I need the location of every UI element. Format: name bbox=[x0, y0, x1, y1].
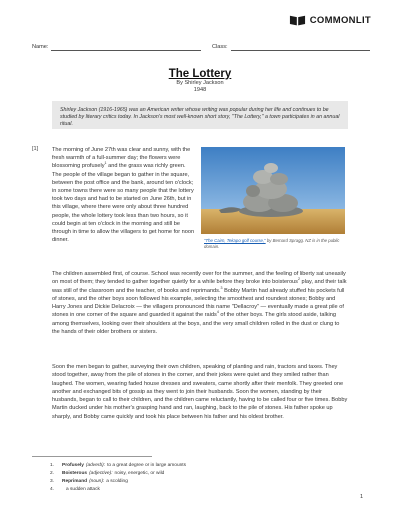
caption-credit: by Bernard Spragg. NZ is in the public domain. bbox=[204, 238, 340, 249]
footnote-definition: to a great degree or in large amounts bbox=[107, 463, 187, 468]
footnote-type: (adverb): bbox=[85, 463, 106, 468]
footnote-type: (noun): bbox=[89, 479, 105, 484]
paragraph-1 bbox=[52, 146, 195, 244]
footnote-definition: a sudden attack bbox=[66, 487, 100, 492]
paragraph-2-part3: Bobby Martin had already stuffed his pockets full of stones, and the other boys soon followed his example, selecting the smoothest and roundest stones; Bobby and Harry Jones and Dickie Delacroix — the villagers pronounced this name "Dellacroy" — eventually made a great pile of stones in one corner of the square and guarded it against the raids bbox=[52, 287, 345, 319]
class-line bbox=[231, 50, 370, 51]
footnote-word: Boisterous bbox=[62, 471, 88, 476]
publication-year: 1948 bbox=[193, 87, 207, 93]
commonlit-logo bbox=[289, 15, 371, 26]
brand-name: COMMONLIT bbox=[309, 15, 371, 26]
footnote-ref-2: 2 bbox=[297, 277, 300, 282]
name-label: Name: bbox=[32, 44, 49, 50]
page-title: The Lottery bbox=[168, 68, 232, 80]
footnote-number: 2. bbox=[50, 471, 55, 476]
footnote-item bbox=[50, 486, 350, 494]
intro-box: Shirley Jackson (1916-1965) was an American writer whose writing was popular during her life and continues to be studied by literary critics today. In Jackson's most well-known short story, "The Lottery," a town participates in an annual ritual. bbox=[52, 101, 348, 129]
footnote-divider bbox=[32, 456, 152, 457]
footnote-number: 3. bbox=[50, 479, 55, 484]
footnotes bbox=[50, 462, 350, 494]
footnote-number: 1. bbox=[50, 463, 55, 468]
photo-caption bbox=[204, 238, 346, 249]
footnote-definition: noisy, energetic, or wild bbox=[114, 471, 165, 476]
page-number: 1 bbox=[360, 494, 364, 500]
footnote-item bbox=[50, 462, 350, 470]
paragraph-2-part4: of the other boys. The girls stood aside, talking among themselves, looking over their shoulders at the boys, and the very small children rolled in the dust or clung to the hands of their older brothers or sisters. bbox=[52, 312, 340, 335]
footnote-type: (adjective): bbox=[89, 471, 113, 476]
footnote-word: Profusely bbox=[62, 463, 84, 468]
paragraph-2 bbox=[52, 270, 348, 336]
paragraph-3: Soon the men began to gather, surveying their own children, speaking of planting and rain, tractors and taxes. They stood together, away from the pile of stones in the corner, and their jokes were quiet and they smiled rather than laughed. The women, wearing faded house dresses and sweaters, came shortly after their menfolk. They greeted one another and exchanged bits of gossip as they went to join their husbands. Soon the women, standing by their husbands, began to call to their children, and the children came reluctantly, having to be called four or five times. Bobby Martin ducked under his mother's grasping hand and ran, laughing, back to the pile of stones. His father spoke up sharply, and Bobby came quickly and took his place between his father and his oldest brother. bbox=[52, 364, 348, 420]
footnote-item bbox=[50, 470, 350, 478]
class-label: Class: bbox=[212, 44, 228, 50]
footnote-item bbox=[50, 478, 350, 486]
footnote-definition: a scolding bbox=[106, 479, 128, 484]
paragraph-2-part2: play, and their talk was still of the classroom and the teacher, of books and reprimands. bbox=[52, 279, 347, 294]
paragraph-2-part1: The children assembled first, of course. School was recently over for the summer, and the feeling of liberty sat uneasily on most of them; they tended to gather together quietly for a while before they broke into boisterous bbox=[52, 271, 346, 286]
paragraph-1-part2: and the grass was richly green. The people of the village began to gather in the square, between the post office and the bank, around ten o'clock; in some towns there were so many people that the lottery took two days and had to be started on June 26th, but in this village, where there were only about three hundred people, the whole lottery took less than two hours, so it could begin at ten o'clock in the morning and still be through in time to allow the villagers to get home for noon dinner. bbox=[52, 163, 195, 244]
footnote-ref-4: 4 bbox=[216, 310, 219, 315]
caption-link[interactable]: "The Cairn, Tekapo golf course," bbox=[204, 238, 266, 243]
footnote-ref-3: 3 bbox=[220, 285, 223, 290]
name-line bbox=[51, 50, 201, 51]
open-book-icon bbox=[289, 15, 306, 26]
paragraph-1-part1: The morning of June 27th was clear and sunny, with the fresh warmth of a full-summer day; the flowers were blossoming profusely bbox=[52, 147, 191, 170]
author: By Shirley Jackson bbox=[176, 80, 224, 86]
title-block bbox=[0, 68, 400, 94]
footnote-ref-1: 1 bbox=[104, 161, 107, 166]
paragraph-number: [1] bbox=[32, 146, 39, 152]
cairn-photo bbox=[201, 147, 345, 234]
footnote-number: 4. bbox=[50, 487, 55, 492]
footnote-word: Reprimand bbox=[62, 479, 88, 484]
